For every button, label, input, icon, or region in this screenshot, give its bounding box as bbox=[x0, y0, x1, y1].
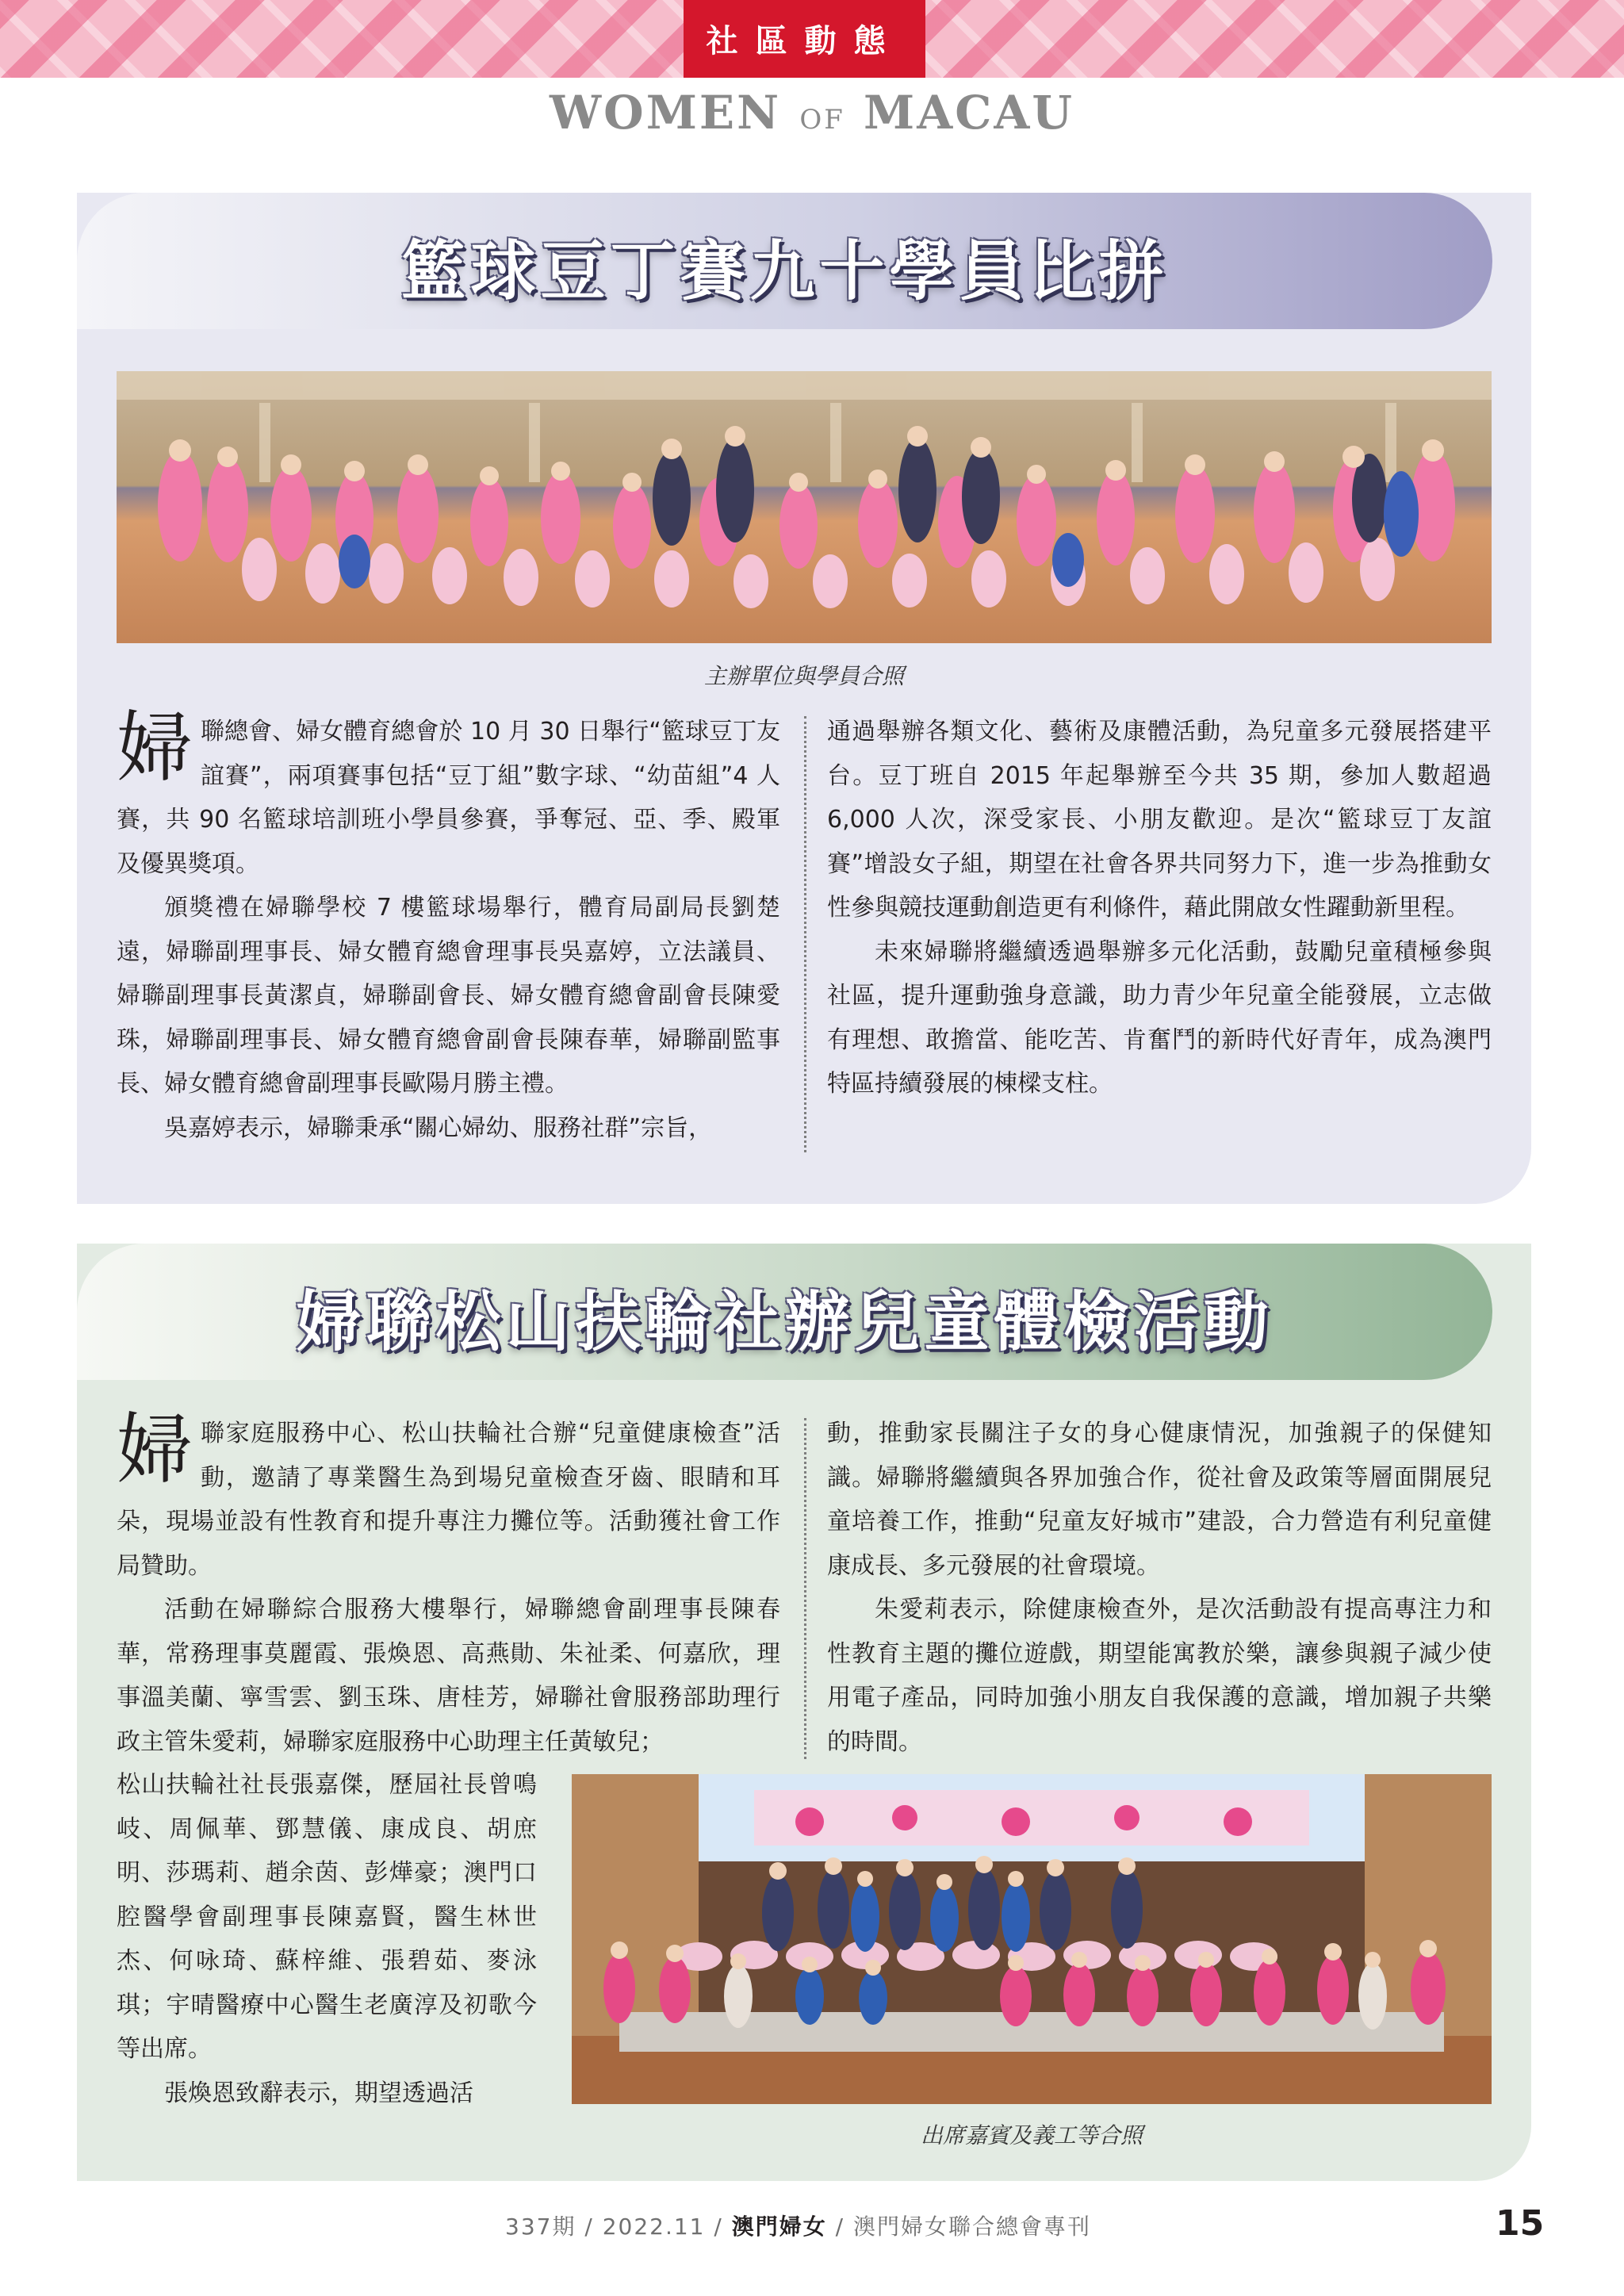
article-2-para-1: 聯家庭服務中心、松山扶輪社合辦“兒童健康檢查”活動，邀請了專業醫生為到場兒童檢查牙齒、眼睛和耳朵，現場並設有性教育和提升專注力攤位等。活動獲社會工作局贊助。 bbox=[117, 1420, 780, 1580]
drop-cap: 婦 bbox=[117, 703, 193, 792]
masthead-main: WOMEN bbox=[550, 86, 782, 140]
article-2-title-bar bbox=[77, 1244, 1492, 1380]
masthead-of: OF bbox=[799, 104, 845, 136]
footer-date: 2022.11 bbox=[602, 2214, 706, 2240]
article-1-photo-caption: 主辦單位與學員合照 bbox=[703, 663, 904, 689]
article-2-para-3: 松山扶輪社社長張嘉傑，歷屆社長曾鳴岐、周佩華、鄧慧儀、康成良、胡庶明、莎瑪莉、趙余茵、彭燁豪；澳門口腔醫學會副理事長陳嘉賢，醫生林世杰、何咏琦、蘇梓維、張碧茹、麥泳琪；宇晴醫療中心醫生老廣淳及初歌今等出席。 bbox=[117, 1771, 537, 2063]
article-2-group-photo bbox=[572, 1774, 1492, 2104]
column-divider bbox=[804, 1418, 806, 1759]
column-divider bbox=[804, 716, 806, 1152]
footer-publisher: 澳門婦女聯合總會專刊 bbox=[852, 2214, 1091, 2240]
article-1-para-1: 聯總會、婦女體育總會於 10 月 30 日舉行“籃球豆丁友誼賽”，兩項賽事包括“豆丁組”數字球、“幼苗組”4 人賽，共 90 名籃球培訓班小學員參賽，爭奪冠、亞、季、殿軍及優異獎項。 bbox=[117, 718, 780, 878]
section-tag: 社區動態 bbox=[684, 0, 925, 78]
article-1-title-bar bbox=[77, 193, 1492, 329]
article-2-panel bbox=[77, 1244, 1531, 2181]
article-2-para-6: 朱愛莉表示，除健康檢查外，是次活動設有提高專注力和性教育主題的攤位遊戲，期望能寓教於樂，讓參與親子減少使用電子產品，同時加強小朋友自我保護的意識，增加親子共樂的時間。 bbox=[827, 1596, 1492, 1756]
article-2-left-column bbox=[117, 1405, 780, 1764]
article-1-left-column bbox=[117, 703, 780, 1150]
article-1-title: 籃球豆丁賽九十學員比拼 bbox=[400, 234, 1169, 309]
footer-issue: 337期 bbox=[505, 2214, 576, 2240]
article-1-panel bbox=[77, 193, 1531, 1204]
masthead-tail: MACAU bbox=[864, 86, 1074, 140]
article-1-para-2: 頒獎禮在婦聯學校 7 樓籃球場舉行，體育局副局長劉楚遠，婦聯副理事長、婦女體育總會理事長吳嘉婷，立法議員、婦聯副理事長黃潔貞，婦聯副會長、婦女體育總會副會長陳愛珠，婦聯副理事長、婦女體育總會副會長陳春華，婦聯副監事長、婦女體育總會副理事長歐陽月勝主禮。 bbox=[117, 894, 780, 1098]
footer-magazine: 澳門婦女 bbox=[731, 2214, 827, 2240]
footer-info: 337期 / 2022.11 / 澳門婦女 / 澳門婦女聯合總會專刊 bbox=[505, 2214, 1091, 2240]
article-2-para-4: 張煥恩致辭表示，期望透過活 bbox=[164, 2079, 473, 2107]
page-footer bbox=[0, 2203, 1570, 2251]
article-2-title: 婦聯松山扶輪社辦兒童體檢活動 bbox=[296, 1285, 1274, 1360]
drop-cap: 婦 bbox=[117, 1405, 193, 1494]
article-1-group-photo bbox=[117, 371, 1492, 643]
page-number: 15 bbox=[1496, 2203, 1545, 2244]
article-2-narrow-column bbox=[117, 1763, 537, 2115]
article-2-para-2: 活動在婦聯綜合服務大樓舉行，婦聯總會副理事長陳春華，常務理事莫麗霞、張煥恩、高燕勛、朱祉柔、何嘉欣，理事溫美蘭、寧雪雲、劉玉珠、唐桂芳，婦聯社會服務部助理行政主管朱愛莉，婦聯家庭服務中心助理主任黃敏兒； bbox=[117, 1596, 780, 1756]
article-2-para-5: 動，推動家長關注子女的身心健康情況，加強親子的保健知識。婦聯將繼續與各界加強合作，從社會及政策等層面開展兒童培養工作，推動“兒童友好城市”建設，合力營造有利兒童健康成長、多元發展的社會環境。 bbox=[827, 1420, 1492, 1580]
article-1-para-5: 未來婦聯將繼續透過舉辦多元化活動，鼓勵兒童積極參與社區，提升運動強身意識，助力青少年兒童全能發展，立志做有理想、敢擔當、能吃苦、肯奮鬥的新時代好青年，成為澳門特區持續發展的棟樑支柱。 bbox=[827, 937, 1492, 1098]
article-2-paragraph bbox=[117, 1405, 780, 1588]
magazine-masthead bbox=[0, 86, 1624, 140]
article-1-paragraph bbox=[117, 703, 780, 886]
article-2-photo-caption: 出席嘉賓及義工等合照 bbox=[920, 2122, 1143, 2148]
article-1-para-3: 吳嘉婷表示，婦聯秉承“關心婦幼、服務社群”宗旨， bbox=[164, 1114, 713, 1142]
article-1-right-column bbox=[827, 710, 1492, 1106]
article-1-para-4: 通過舉辦各類文化、藝術及康體活動，為兒童多元發展搭建平台。豆丁班自 2015 年起舉辦至今共 35 期，參加人數超過 6,000 人次，深受家長、小朋友歡迎。是次“籃球豆丁友誼賽”增設女子組，期望在社會各界共同努力下，進一步為推動女性參與競技運動創造更有利條件，藉此開啟女性躍動新里程。 bbox=[827, 718, 1492, 922]
article-2-right-column bbox=[827, 1412, 1492, 1764]
